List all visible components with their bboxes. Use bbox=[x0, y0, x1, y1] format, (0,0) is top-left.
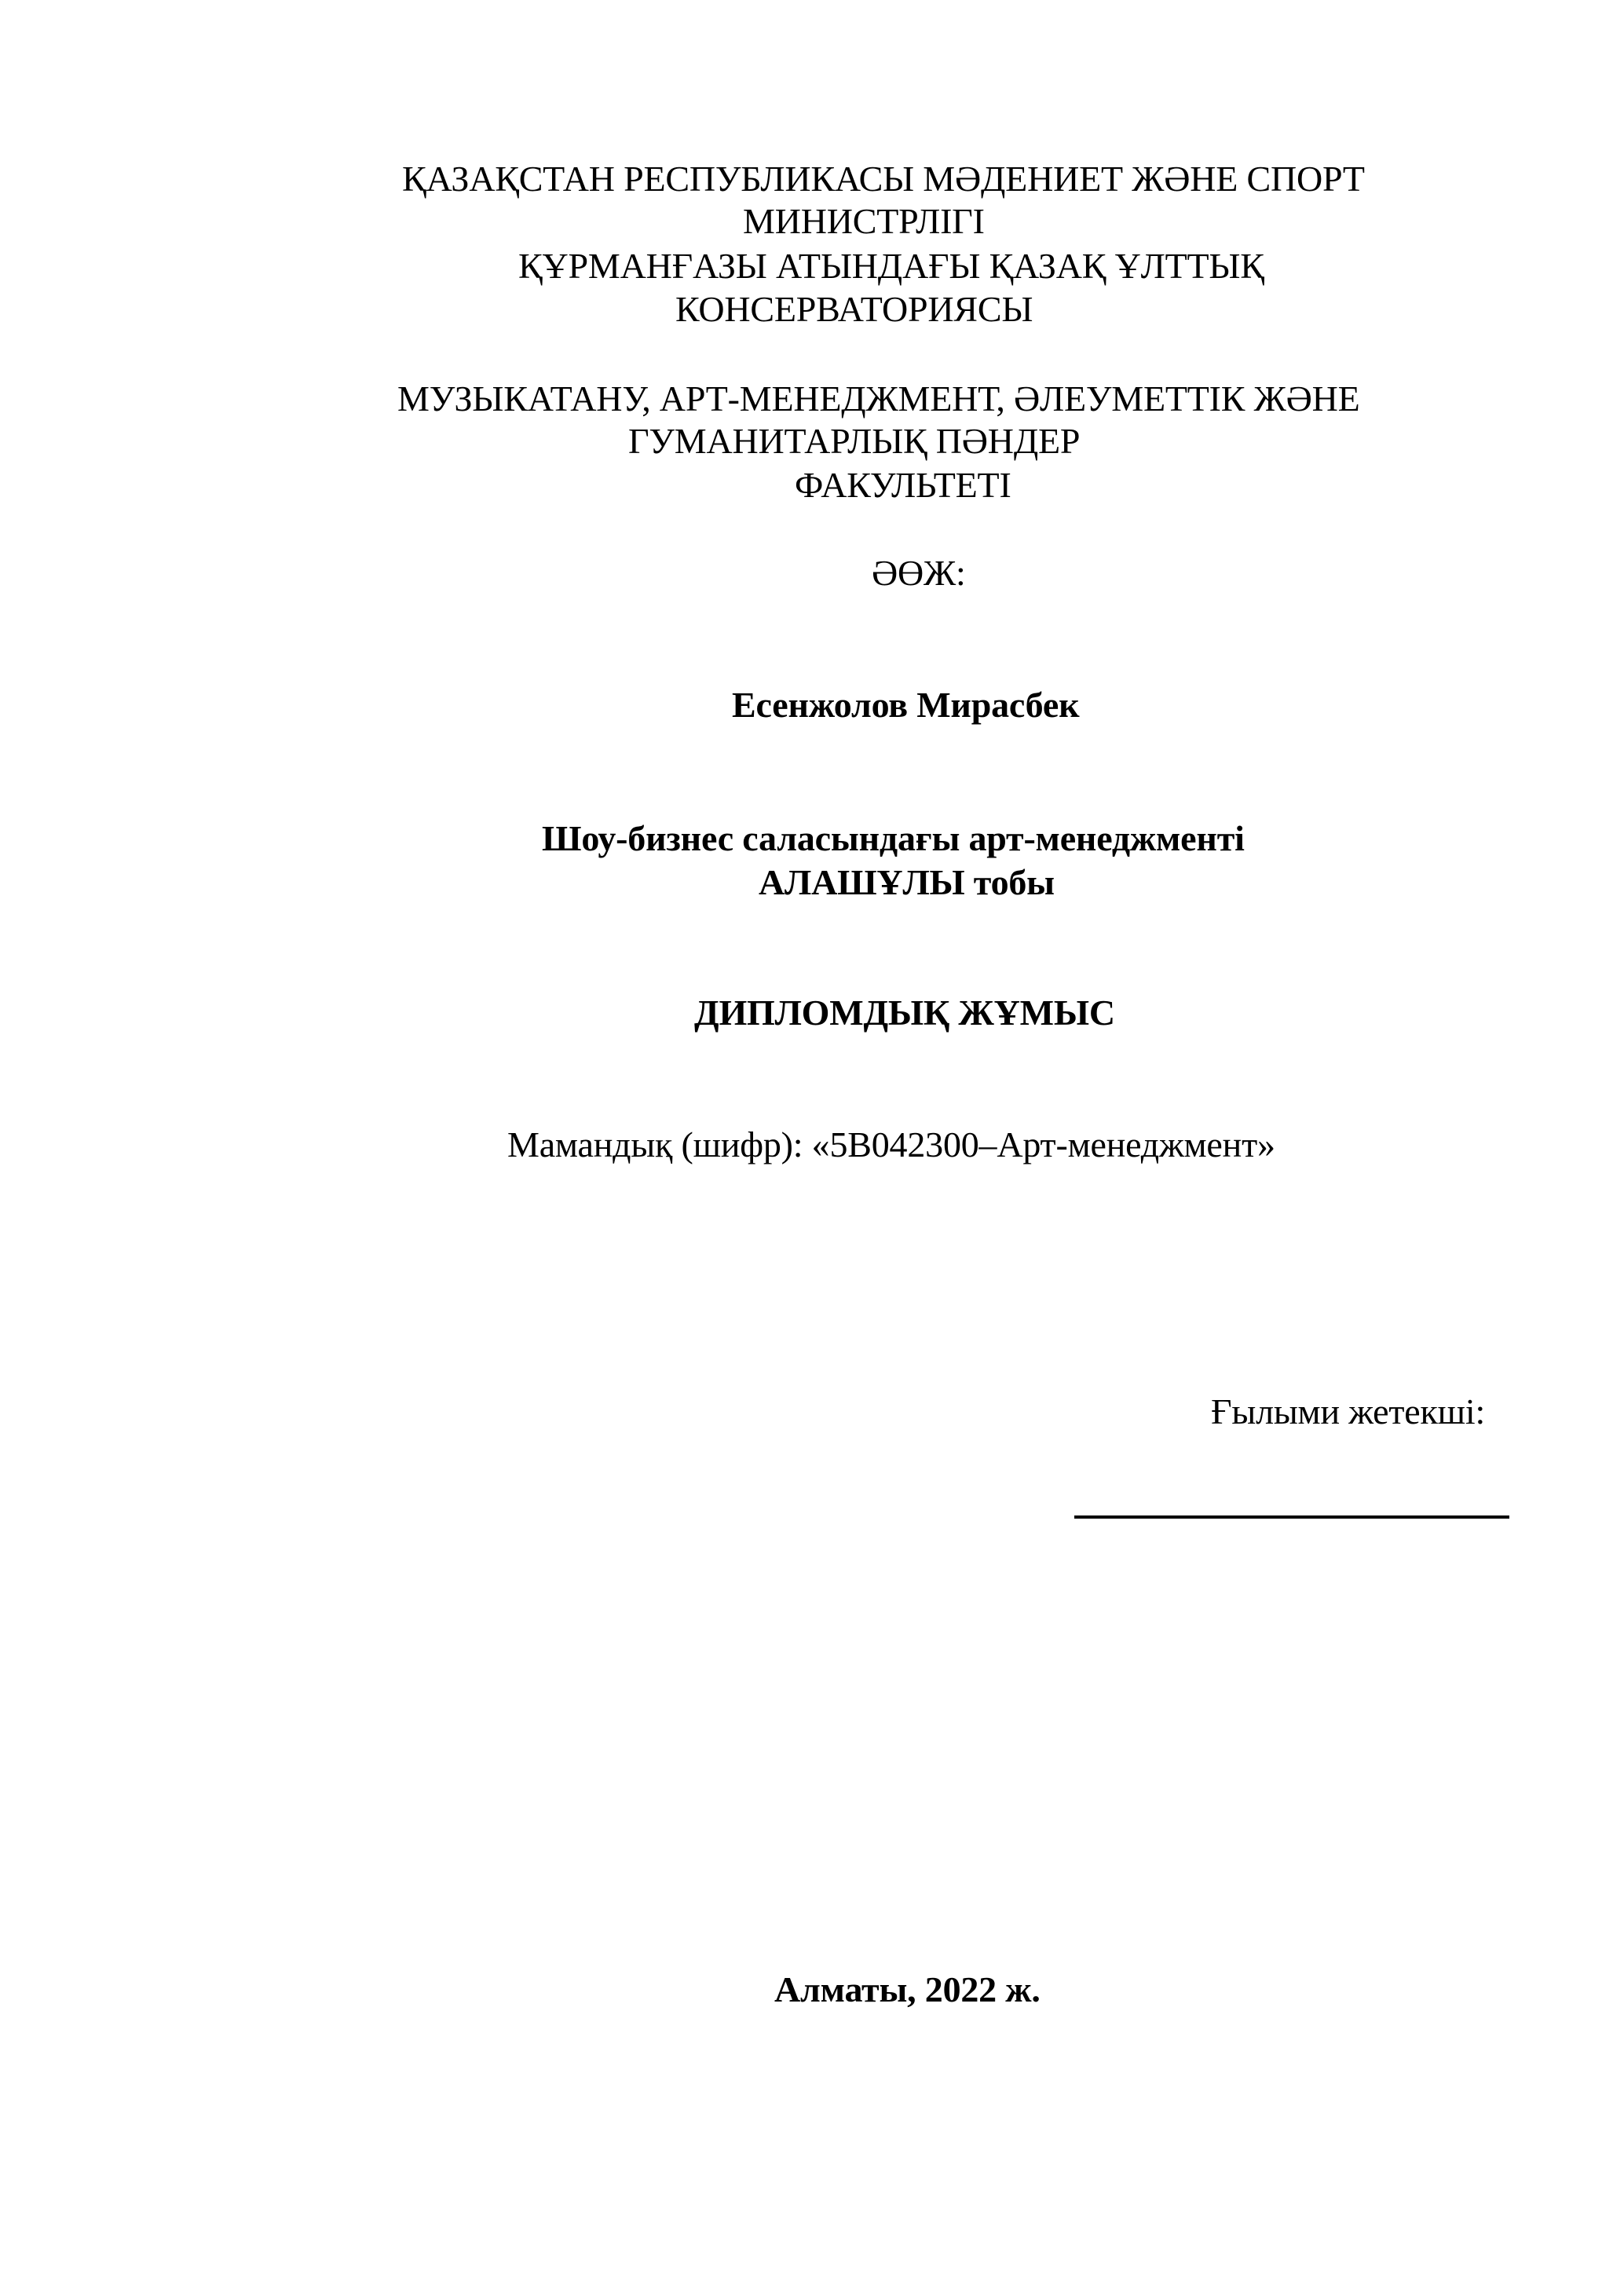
specialty-code: Мамандық (шифр): «5В042300–Арт-менеджмент» bbox=[507, 1124, 1275, 1164]
conservatory-line-1: ҚҰРМАНҒАЗЫ АТЫНДАҒЫ ҚАЗАҚ ҰЛТТЫҚ bbox=[518, 246, 1264, 286]
supervisor-label: Ғылыми жетекші: bbox=[1211, 1391, 1486, 1431]
city-year: Алматы, 2022 ж. bbox=[774, 1969, 1041, 2009]
supervisor-signature-line bbox=[1074, 1515, 1509, 1519]
thesis-title-line-1: Шоу-бизнес саласындағы арт-менеджменті bbox=[542, 818, 1245, 858]
author-name: Есенжолов Мирасбек bbox=[732, 685, 1080, 725]
faculty-line-1: МУЗЫКАТАНУ, АРТ-МЕНЕДЖМЕНТ, ӘЛЕУМЕТТІК ЖӘНЕ bbox=[397, 378, 1360, 419]
work-type: ДИПЛОМДЫҚ ЖҰМЫС bbox=[694, 993, 1115, 1033]
faculty-line-3: ФАКУЛЬТЕТІ bbox=[795, 465, 1011, 505]
thesis-title-line-2: АЛАШҰЛЫ тобы bbox=[759, 862, 1055, 902]
faculty-line-2: ГУМАНИТАРЛЫҚ ПӘНДЕР bbox=[628, 421, 1081, 461]
conservatory-line-2: КОНСЕРВАТОРИЯСЫ bbox=[675, 289, 1033, 329]
udk-label: ӘӨЖ: bbox=[872, 553, 966, 593]
ministry-line-2: МИНИСТРЛІГІ bbox=[743, 201, 985, 241]
ministry-line-1: ҚАЗАҚСТАН РЕСПУБЛИКАСЫ МӘДЕНИЕТ ЖӘНЕ СПОРТ bbox=[402, 159, 1365, 199]
